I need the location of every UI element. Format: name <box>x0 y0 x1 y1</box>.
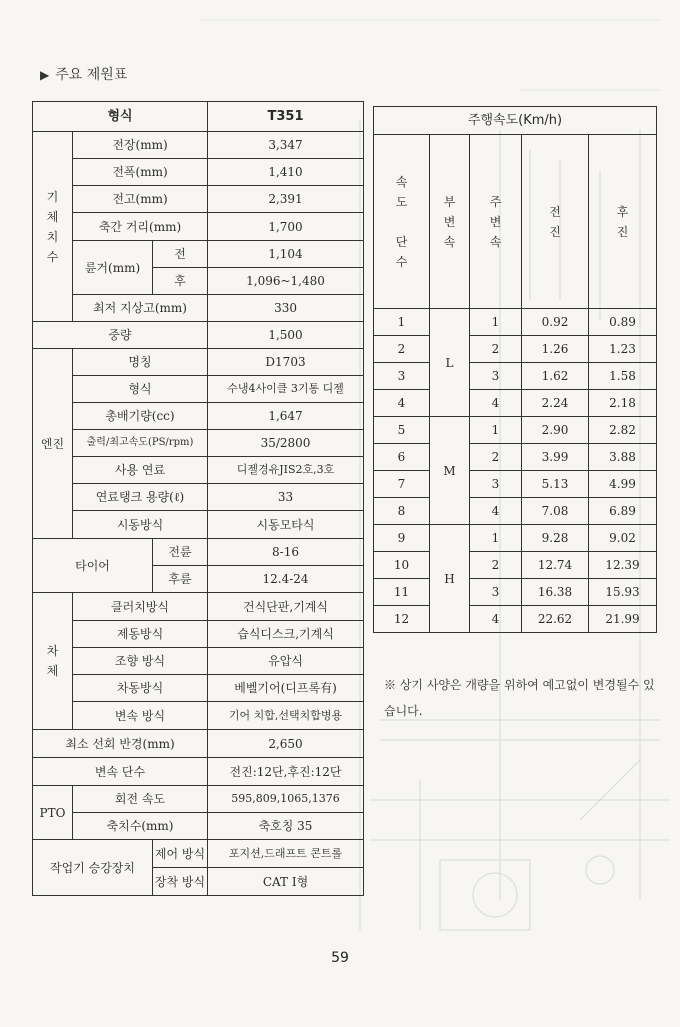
wheelbase-label: 축간 거리(mm) <box>73 213 208 241</box>
col-gear: 속 도 단 수 <box>374 135 430 309</box>
tread-front-label: 전 <box>153 241 208 268</box>
speed-row <box>374 606 657 633</box>
engine-name-value: D1703 <box>208 349 364 376</box>
col-sub-shift: 부 변 속 <box>430 135 470 309</box>
displacement-value: 1,647 <box>208 403 364 430</box>
overall-height-value: 2,391 <box>208 186 364 213</box>
output-value: 35/2800 <box>208 430 364 457</box>
speed-reverse: 6.89 <box>589 498 657 525</box>
brake-value: 습식디스크,기계식 <box>208 621 364 648</box>
pto-speed-value: 595,809,1065,1376 <box>208 786 364 813</box>
group-chassis: 차 체 <box>33 593 73 730</box>
tire-rear-value: 12.4-24 <box>208 566 364 593</box>
group-tire: 타이어 <box>33 539 153 593</box>
speed-reverse: 12.39 <box>589 552 657 579</box>
speed-forward: 3.99 <box>522 444 589 471</box>
speed-row <box>374 471 657 498</box>
tread-rear-value: 1,096~1,480 <box>208 268 364 295</box>
speed-row <box>374 444 657 471</box>
speed-reverse: 15.93 <box>589 579 657 606</box>
hitch-mount-label: 장착 방식 <box>153 868 208 896</box>
spec-change-note: ※ 상기 사양은 개량을 위하여 예고없이 변경될수 있습니다. <box>384 678 655 718</box>
speed-reverse: 21.99 <box>589 606 657 633</box>
differential-label: 차동방식 <box>73 675 208 702</box>
speed-reverse: 0.89 <box>589 309 657 336</box>
pto-shaft-label: 축치수(mm) <box>73 813 208 840</box>
ground-clearance-value: 330 <box>208 295 364 322</box>
speeds-value: 전진:12단,후진:12단 <box>208 758 364 786</box>
speed-forward: 2.24 <box>522 390 589 417</box>
engine-name-label: 명칭 <box>73 349 208 376</box>
displacement-label: 총배기량(cc) <box>73 403 208 430</box>
fuel-value: 디젤경유JIS2호,3호 <box>208 457 364 484</box>
section-heading-text: 주요 제원표 <box>55 67 128 83</box>
speed-reverse: 2.82 <box>589 417 657 444</box>
turning-radius-label: 최소 선회 반경(mm) <box>33 730 208 758</box>
speed-main: 4 <box>470 498 522 525</box>
weight-label: 중량 <box>33 322 208 349</box>
speed-gear: 12 <box>374 606 430 633</box>
group-pto: PTO <box>33 786 73 840</box>
spec-header-model: T351 <box>208 102 364 132</box>
speed-forward: 12.74 <box>522 552 589 579</box>
speed-sub-group: L <box>430 309 470 417</box>
speed-gear: 4 <box>374 390 430 417</box>
speed-sub-group: H <box>430 525 470 633</box>
overall-height-label: 전고(mm) <box>73 186 208 213</box>
speeds-label: 변속 단수 <box>33 758 208 786</box>
col-forward: 전 진 <box>522 135 589 309</box>
col-reverse: 후 진 <box>589 135 657 309</box>
clutch-value: 건식단판,기계식 <box>208 593 364 621</box>
speed-gear: 1 <box>374 309 430 336</box>
speed-row <box>374 363 657 390</box>
clutch-label: 클러치방식 <box>73 593 208 621</box>
speed-gear: 2 <box>374 336 430 363</box>
ground-clearance-label: 최저 지상고(mm) <box>73 295 208 322</box>
speed-gear: 10 <box>374 552 430 579</box>
speed-forward: 0.92 <box>522 309 589 336</box>
overall-length-label: 전장(mm) <box>73 132 208 159</box>
speed-forward: 9.28 <box>522 525 589 552</box>
overall-width-value: 1,410 <box>208 159 364 186</box>
group-engine: 엔진 <box>33 349 73 539</box>
speed-row <box>374 336 657 363</box>
page-number: 59 <box>331 950 349 966</box>
tread-label: 륜거(mm) <box>73 241 153 295</box>
pto-speed-label: 회전 속도 <box>73 786 208 813</box>
speed-reverse: 4.99 <box>589 471 657 498</box>
steering-label: 조향 방식 <box>73 648 208 675</box>
speed-row <box>374 525 657 552</box>
engine-type-value: 수냉4사이클 3기통 디젤 <box>208 376 364 403</box>
col-main-shift: 주 변 속 <box>470 135 522 309</box>
output-label: 출력/최고속도(PS/rpm) <box>73 430 208 457</box>
differential-value: 베벨기어(디프록有) <box>208 675 364 702</box>
speed-row <box>374 552 657 579</box>
hitch-control-label: 제어 방식 <box>153 840 208 868</box>
speed-forward: 5.13 <box>522 471 589 498</box>
speed-main: 2 <box>470 552 522 579</box>
hitch-control-value: 포지션,드래프트 콘트롤 <box>208 840 364 868</box>
triangle-marker-icon: ▶ <box>40 68 50 82</box>
speed-main: 2 <box>470 444 522 471</box>
speed-row <box>374 498 657 525</box>
start-value: 시동모타식 <box>208 511 364 539</box>
speed-main: 3 <box>470 363 522 390</box>
start-label: 시동방식 <box>73 511 208 539</box>
pto-shaft-value: 축호칭 35 <box>208 813 364 840</box>
steering-value: 유압식 <box>208 648 364 675</box>
speed-main: 1 <box>470 417 522 444</box>
speed-sub-group: M <box>430 417 470 525</box>
tread-front-value: 1,104 <box>208 241 364 268</box>
speed-main: 1 <box>470 525 522 552</box>
speed-gear: 11 <box>374 579 430 606</box>
speed-reverse: 1.23 <box>589 336 657 363</box>
speed-gear: 5 <box>374 417 430 444</box>
spec-table <box>32 101 364 896</box>
speed-forward: 1.62 <box>522 363 589 390</box>
speed-gear: 6 <box>374 444 430 471</box>
spec-header-label: 형식 <box>33 102 208 132</box>
weight-value: 1,500 <box>208 322 364 349</box>
speed-row <box>374 417 657 444</box>
speed-forward: 2.90 <box>522 417 589 444</box>
tire-front-label: 전륜 <box>153 539 208 566</box>
speed-forward: 7.08 <box>522 498 589 525</box>
brake-label: 제동방식 <box>73 621 208 648</box>
speed-gear: 9 <box>374 525 430 552</box>
speed-forward: 1.26 <box>522 336 589 363</box>
tank-value: 33 <box>208 484 364 511</box>
group-hitch: 작업기 승강장치 <box>33 840 153 896</box>
speed-gear: 3 <box>374 363 430 390</box>
fuel-label: 사용 연료 <box>73 457 208 484</box>
speed-row <box>374 390 657 417</box>
overall-length-value: 3,347 <box>208 132 364 159</box>
speed-row <box>374 309 657 336</box>
speed-reverse: 9.02 <box>589 525 657 552</box>
speed-main: 3 <box>470 471 522 498</box>
tank-label: 연료탱크 용량(ℓ) <box>73 484 208 511</box>
section-heading <box>40 64 127 84</box>
group-body-dimensions: 기 체 치 수 <box>33 132 73 322</box>
hitch-mount-value: CAT Ⅰ형 <box>208 868 364 896</box>
speed-table-title: 주행속도(Km/h) <box>374 107 657 135</box>
tire-rear-label: 후륜 <box>153 566 208 593</box>
speed-main: 4 <box>470 390 522 417</box>
speed-table <box>373 106 657 633</box>
speed-main: 2 <box>470 336 522 363</box>
speed-gear: 7 <box>374 471 430 498</box>
shift-label: 변속 방식 <box>73 702 208 730</box>
speed-row <box>374 579 657 606</box>
speed-reverse: 1.58 <box>589 363 657 390</box>
speed-main: 1 <box>470 309 522 336</box>
speed-forward: 16.38 <box>522 579 589 606</box>
speed-reverse: 2.18 <box>589 390 657 417</box>
speed-reverse: 3.88 <box>589 444 657 471</box>
speed-gear: 8 <box>374 498 430 525</box>
tread-rear-label: 후 <box>153 268 208 295</box>
speed-forward: 22.62 <box>522 606 589 633</box>
overall-width-label: 전폭(mm) <box>73 159 208 186</box>
speed-main: 3 <box>470 579 522 606</box>
engine-type-label: 형식 <box>73 376 208 403</box>
shift-value: 기어 치합,선택치합병용 <box>208 702 364 730</box>
speed-main: 4 <box>470 606 522 633</box>
turning-radius-value: 2,650 <box>208 730 364 758</box>
tire-front-value: 8-16 <box>208 539 364 566</box>
wheelbase-value: 1,700 <box>208 213 364 241</box>
